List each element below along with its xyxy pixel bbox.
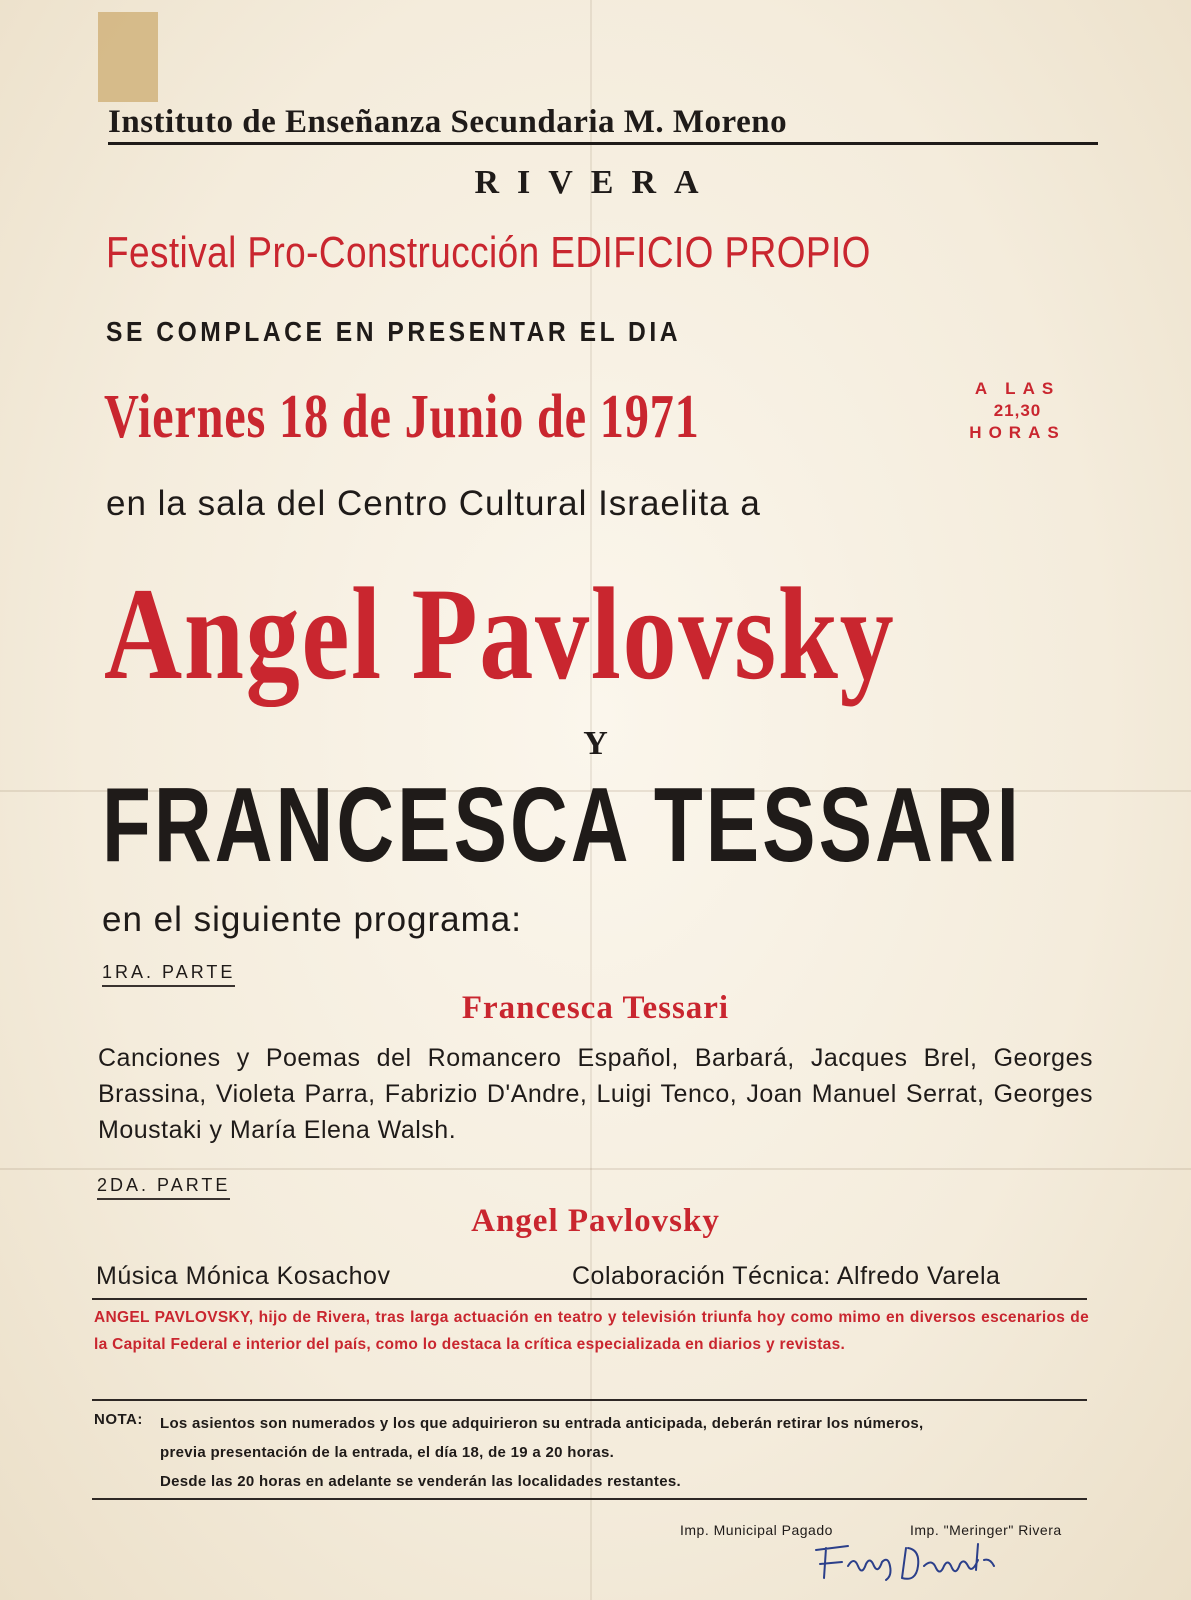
tape-stain xyxy=(98,12,158,102)
imprint-municipal: Imp. Municipal Pagado xyxy=(680,1522,833,1538)
part2-performer: Angel Pavlovsky xyxy=(471,1203,720,1239)
imprint-meringer: Imp. "Meringer" Rivera xyxy=(910,1522,1062,1538)
bio-paragraph: ANGEL PAVLOVSKY, hijo de Rivera, tras larga actuación en teatro y televisión triunfa hoy como mimo en diversos escenarios de la Capital Federal e interior del país, como lo destaca la crítica especializada en diarios y revistas. xyxy=(94,1309,1089,1353)
divider xyxy=(92,1298,1087,1300)
music-credit: Música Mónica Kosachov xyxy=(96,1262,391,1290)
program-intro: en el siguiente programa: xyxy=(102,900,522,939)
note-label: NOTA: xyxy=(94,1411,143,1428)
time-bottom: HORAS xyxy=(969,423,1066,442)
handwritten-signature xyxy=(808,1536,1008,1586)
city-title: RIVERA xyxy=(474,164,717,201)
tech-credit: Colaboración Técnica: Alfredo Varela xyxy=(572,1262,1001,1290)
note-text xyxy=(160,1409,1088,1496)
time-top: A LAS xyxy=(974,379,1061,398)
note-line-2: previa presentación de la entrada, el día 18, de 19 a 20 horas. xyxy=(160,1444,615,1461)
part1-songs: Canciones y Poemas del Romancero Español, Barbará, Jacques Brel, Georges Brassina, Violeta Parra, Fabrizio D'Andre, Luigi Tenco, Joan Manuel Serrat, Georges Moustaki y María Elena Walsh. xyxy=(98,1044,1093,1144)
fold-line-horizontal-lower xyxy=(0,1168,1191,1170)
event-time xyxy=(945,378,1090,444)
venue-line: en la sala del Centro Cultural Israelita a xyxy=(106,484,761,523)
divider xyxy=(92,1498,1087,1500)
divider xyxy=(92,1399,1087,1401)
performer-angel-pavlovsky: Angel Pavlovsky xyxy=(104,560,896,707)
part2-label: 2DA. PARTE xyxy=(97,1175,230,1200)
institute-title: Instituto de Enseñanza Secundaria M. Moreno xyxy=(108,104,1098,145)
festival-title: Festival Pro-Construcción EDIFICIO PROPIO xyxy=(106,228,871,277)
time-value: 21,30 xyxy=(993,401,1042,420)
presents-line: SE COMPLACE EN PRESENTAR EL DIA xyxy=(106,316,682,347)
conjunction: Y xyxy=(583,725,608,762)
part1-performer: Francesca Tessari xyxy=(461,990,730,1026)
note-line-1: Los asientos son numerados y los que adquirieron su entrada anticipada, deberán retirar los números, xyxy=(160,1415,924,1432)
performer-francesca-tessari: FRANCESCA TESSARI xyxy=(102,766,1022,884)
part1-label: 1RA. PARTE xyxy=(102,962,235,987)
event-date: Viernes 18 de Junio de 1971 xyxy=(104,383,700,451)
note-line-3: Desde las 20 horas en adelante se venderán las localidades restantes. xyxy=(160,1473,681,1490)
